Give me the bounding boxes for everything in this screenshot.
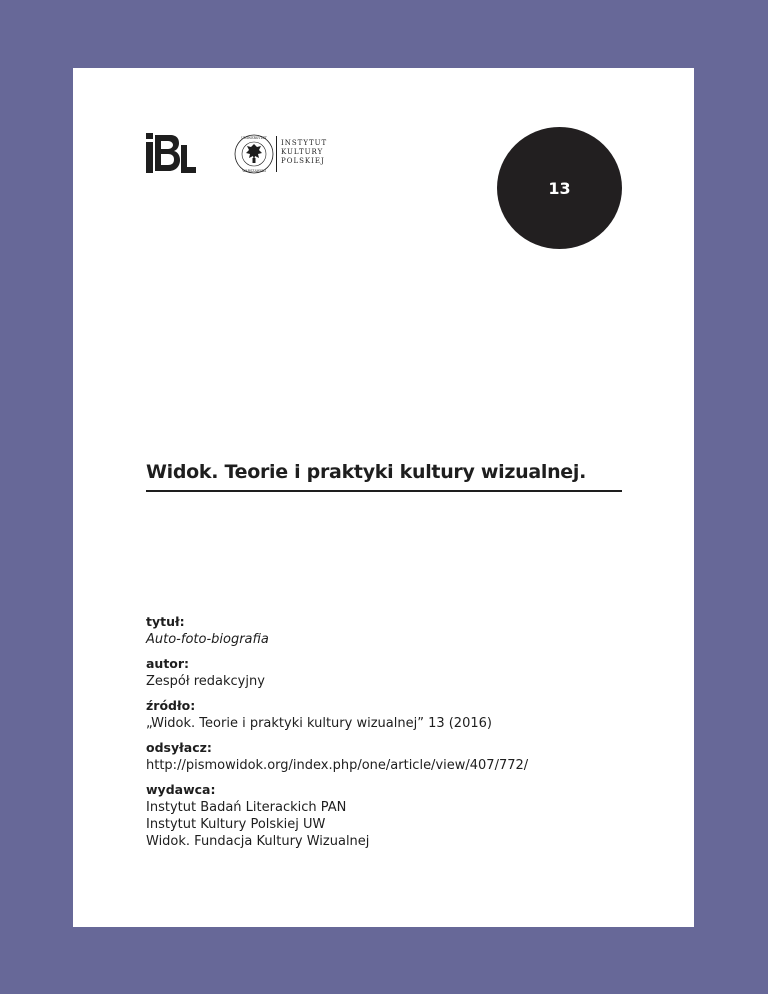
- title-underline: [146, 490, 622, 492]
- uw-seal-icon: [233, 128, 275, 180]
- meta-value-publisher-1: Instytut Badań Literackich PAN: [146, 800, 347, 815]
- meta-value-title: Auto-foto-biografia: [146, 632, 269, 647]
- meta-label-title: tytuł:: [146, 614, 185, 629]
- document-page: [73, 68, 694, 927]
- logo-divider: [276, 136, 277, 172]
- meta-label-publisher: wydawca:: [146, 782, 216, 797]
- meta-label-source: źródło:: [146, 698, 196, 713]
- svg-text:WARSZAWSKI: WARSZAWSKI: [242, 169, 266, 173]
- meta-label-author: autor:: [146, 656, 190, 671]
- svg-text:UNIWERSYTET: UNIWERSYTET: [241, 136, 267, 140]
- meta-value-publisher-2: Instytut Kultury Polskiej UW: [146, 817, 326, 832]
- meta-value-publisher-3: Widok. Fundacja Kultury Wizualnej: [146, 834, 370, 849]
- meta-value-author: Zespół redakcyjny: [146, 674, 265, 689]
- meta-value-source: „Widok. Teorie i praktyki kultury wizualnej” 13 (2016): [146, 716, 492, 731]
- issue-number-badge: 13: [497, 127, 622, 249]
- citation-metadata: [146, 613, 666, 850]
- ibl-logo: [146, 133, 196, 175]
- meta-label-link: odsyłacz:: [146, 740, 212, 755]
- meta-value-link[interactable]: http://pismowidok.org/index.php/one/article/view/407/772/: [146, 758, 529, 773]
- ibl-logo-mark: [146, 133, 196, 175]
- journal-title: Widok. Teorie i praktyki kultury wizualnej.: [146, 461, 587, 483]
- ikp-uw-logo: [233, 128, 333, 180]
- ikp-logo-text: INSTYTUT KULTURY POLSKIEJ: [281, 139, 328, 165]
